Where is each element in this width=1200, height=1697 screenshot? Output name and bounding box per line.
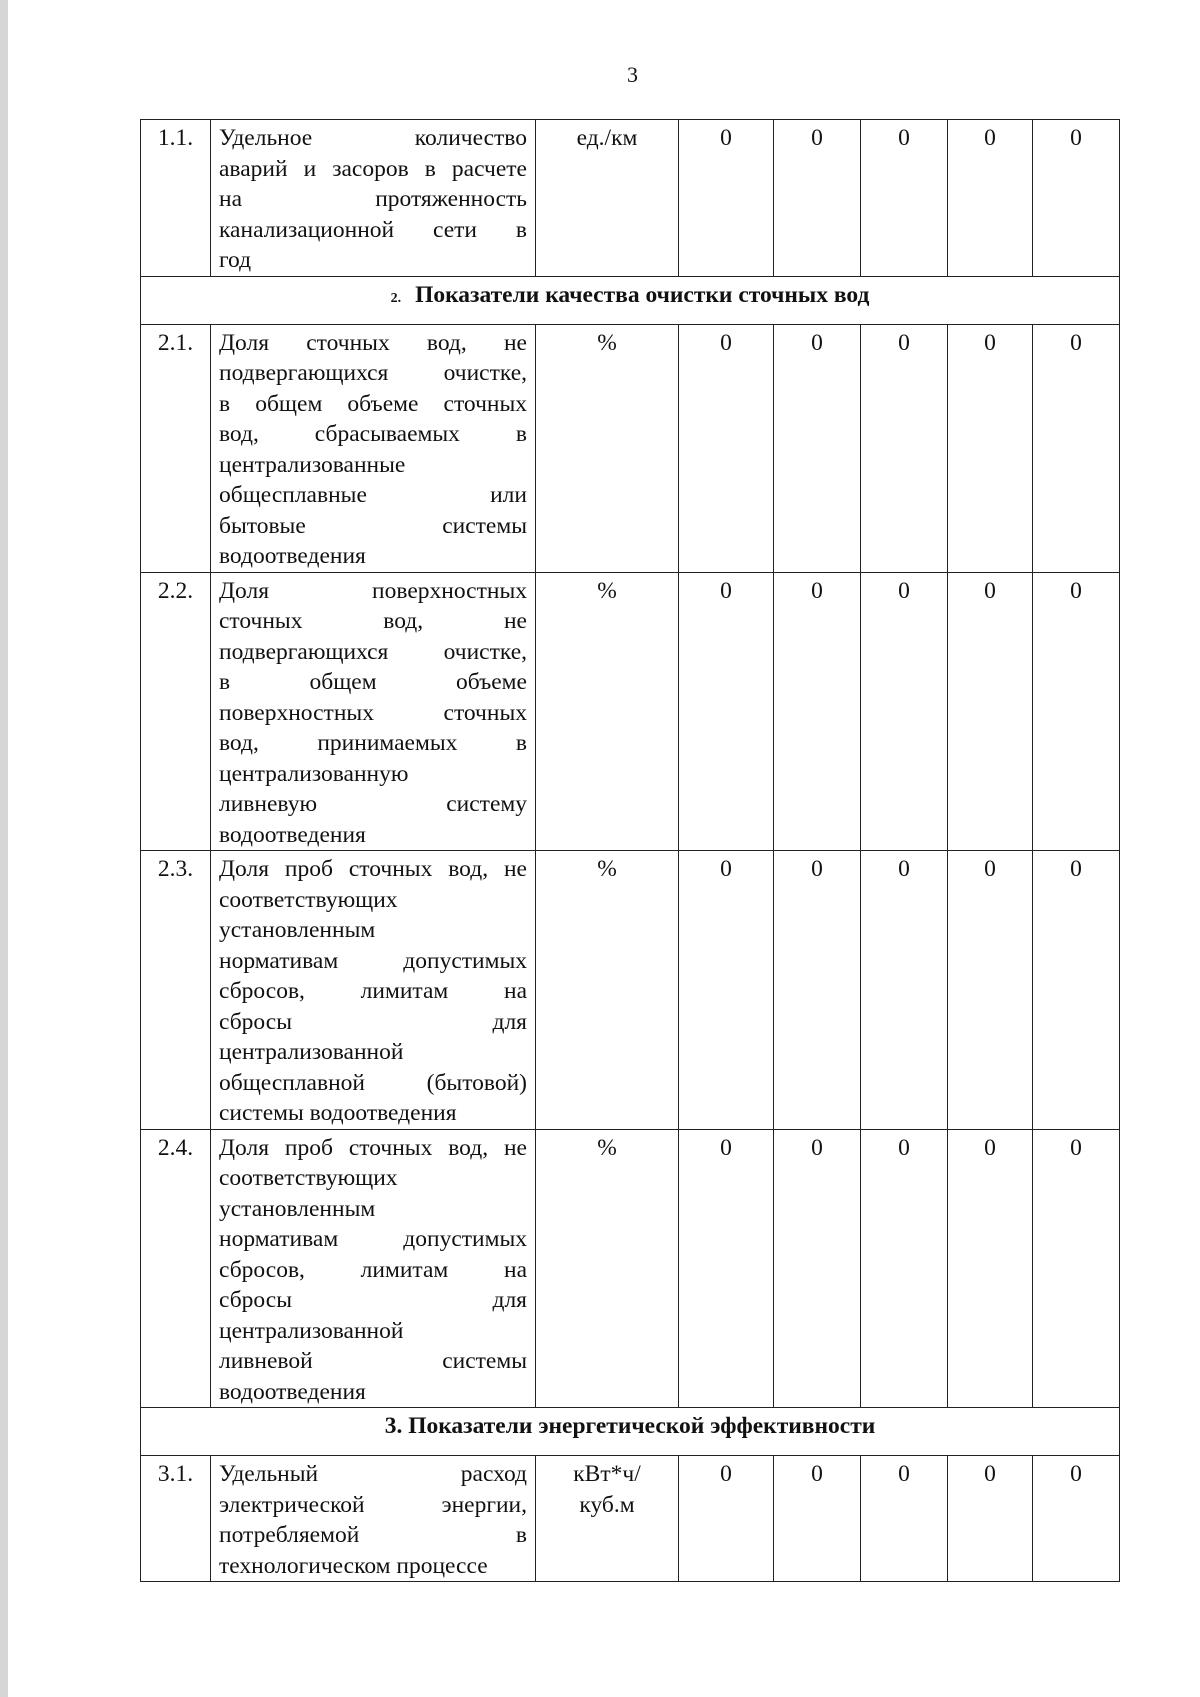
description-line: Доля проб сточных вод, не: [219, 856, 527, 882]
description-line: установленным: [219, 917, 376, 943]
section-title: [141, 1408, 1120, 1456]
description-line: общесплавные или: [219, 482, 527, 508]
description-line: сточных вод, не: [219, 608, 527, 634]
unit-of-measure: [536, 120, 679, 277]
indicator-value: 0: [1033, 120, 1120, 277]
indicator-row: [141, 851, 1120, 1130]
indicator-value: 0: [861, 120, 948, 277]
unit-line: кВт*ч/: [573, 1461, 641, 1487]
description-line: вод, сбрасываемых в: [219, 421, 527, 447]
indicator-value: 0: [861, 851, 948, 1130]
indicator-row: [141, 572, 1120, 851]
unit-of-measure: [536, 851, 679, 1130]
indicator-value: 0: [948, 851, 1033, 1130]
indicator-value: 0: [1033, 851, 1120, 1130]
indicator-value: 0: [861, 572, 948, 851]
description-line: системы водоотведения: [219, 1100, 457, 1126]
indicator-value: 0: [679, 1456, 774, 1582]
description-line: централизованной: [219, 1317, 404, 1344]
indicator-value: 0: [679, 1129, 774, 1408]
indicator-row: [141, 1456, 1120, 1582]
unit-line: %: [597, 577, 617, 604]
indicator-value: 0: [1033, 572, 1120, 851]
indicator-value: 0: [679, 120, 774, 277]
description-line: Доля сточных вод, не: [219, 329, 527, 356]
description-line: подвергающихся очистке,: [219, 360, 527, 386]
description-line: соответствующих: [219, 1165, 398, 1191]
indicator-description: [211, 851, 536, 1130]
description-line: централизованные: [219, 451, 406, 478]
indicator-value: 0: [948, 324, 1033, 572]
unit-of-measure: [536, 1129, 679, 1408]
description-line: сбросов, лимитам на: [219, 1256, 527, 1283]
indicator-value: 0: [774, 1129, 861, 1408]
description-line: бытовые системы: [219, 512, 527, 539]
unit-of-measure: [536, 1456, 679, 1582]
indicator-value: 0: [861, 324, 948, 572]
indicator-value: 0: [1033, 324, 1120, 572]
description-line: установленным: [219, 1195, 376, 1222]
indicator-value: 0: [861, 1129, 948, 1408]
description-line: сбросов, лимитам на: [219, 978, 527, 1004]
description-line: электрической энергии,: [219, 1491, 527, 1518]
indicator-value: 0: [1033, 1129, 1120, 1408]
section-title: [141, 276, 1120, 324]
indicator-row: [141, 120, 1120, 277]
description-line: в общем объеме сточных: [219, 390, 527, 417]
indicator-value: 0: [948, 1456, 1033, 1582]
indicator-value: 0: [679, 851, 774, 1130]
section-header-row: [141, 1408, 1120, 1456]
description-line: водоотведения: [219, 1378, 366, 1405]
description-line: потребляемой в: [219, 1522, 527, 1548]
description-line: в общем объеме: [219, 669, 527, 695]
description-line: сбросы для: [219, 1008, 527, 1035]
indicator-value: 0: [1033, 1456, 1120, 1582]
description-line: год: [219, 247, 252, 273]
description-line: сбросы для: [219, 1287, 527, 1313]
indicator-value: 0: [774, 324, 861, 572]
indicator-value: 0: [948, 120, 1033, 277]
indicator-description: [211, 1129, 536, 1408]
description-line: нормативам допустимых: [219, 947, 527, 974]
indicator-description: [211, 324, 536, 572]
unit-line: ед./км: [576, 125, 638, 151]
description-line: канализационной сети в: [219, 216, 527, 243]
unit-line: куб.м: [579, 1491, 635, 1518]
description-line: Доля проб сточных вод, не: [219, 1134, 527, 1161]
indicator-row: [141, 1129, 1120, 1408]
indicator-value: 0: [948, 1129, 1033, 1408]
description-line: Доля поверхностных: [219, 577, 527, 604]
row-number: 2.3.: [141, 851, 211, 1130]
description-line: на протяженность: [219, 186, 527, 212]
section-title-text: 3. Показатели энергетической эффективности: [384, 1413, 876, 1439]
description-line: централизованную: [219, 760, 409, 787]
unit-of-measure: [536, 324, 679, 572]
description-line: соответствующих: [219, 886, 398, 913]
description-line: Удельный расход: [219, 1461, 527, 1487]
description-line: централизованной: [219, 1039, 404, 1065]
description-line: Удельное количество: [219, 125, 527, 151]
unit-of-measure: [536, 572, 679, 851]
description-line: общесплавной (бытовой): [219, 1069, 527, 1096]
unit-line: %: [597, 856, 617, 882]
section-header-row: [141, 276, 1120, 324]
row-number: 1.1.: [141, 120, 211, 277]
description-line: нормативам допустимых: [219, 1226, 527, 1252]
row-number: 3.1.: [141, 1456, 211, 1582]
indicator-value: 0: [861, 1456, 948, 1582]
scan-edge: [0, 0, 8, 1697]
indicator-description: [211, 1456, 536, 1582]
indicator-value: 0: [774, 120, 861, 277]
description-line: ливневую систему: [219, 791, 527, 817]
section-number: 2.: [390, 290, 402, 306]
description-line: водоотведения: [219, 821, 366, 848]
description-line: аварий и засоров в расчете: [219, 155, 527, 182]
unit-line: %: [597, 1134, 617, 1161]
description-line: водоотведения: [219, 543, 366, 569]
description-line: ливневой системы: [219, 1348, 527, 1374]
row-number: 2.4.: [141, 1129, 211, 1408]
indicators-table: [140, 119, 1120, 1582]
indicator-description: [211, 572, 536, 851]
description-line: технологическом процессе: [219, 1552, 488, 1579]
indicator-value: 0: [948, 572, 1033, 851]
indicator-description: [211, 120, 536, 277]
indicator-value: 0: [679, 324, 774, 572]
description-line: вод, принимаемых в: [219, 730, 527, 756]
indicator-value: 0: [774, 572, 861, 851]
page-number: 3: [627, 62, 638, 87]
description-line: поверхностных сточных: [219, 699, 527, 726]
description-line: подвергающихся очистке,: [219, 638, 527, 665]
indicator-value: 0: [774, 1456, 861, 1582]
row-number: 2.2.: [141, 572, 211, 851]
row-number: 2.1.: [141, 324, 211, 572]
indicator-value: 0: [679, 572, 774, 851]
unit-line: %: [597, 329, 617, 356]
indicator-value: 0: [774, 851, 861, 1130]
section-title-text: Показатели качества очистки сточных вод: [415, 281, 870, 308]
indicator-row: [141, 324, 1120, 572]
